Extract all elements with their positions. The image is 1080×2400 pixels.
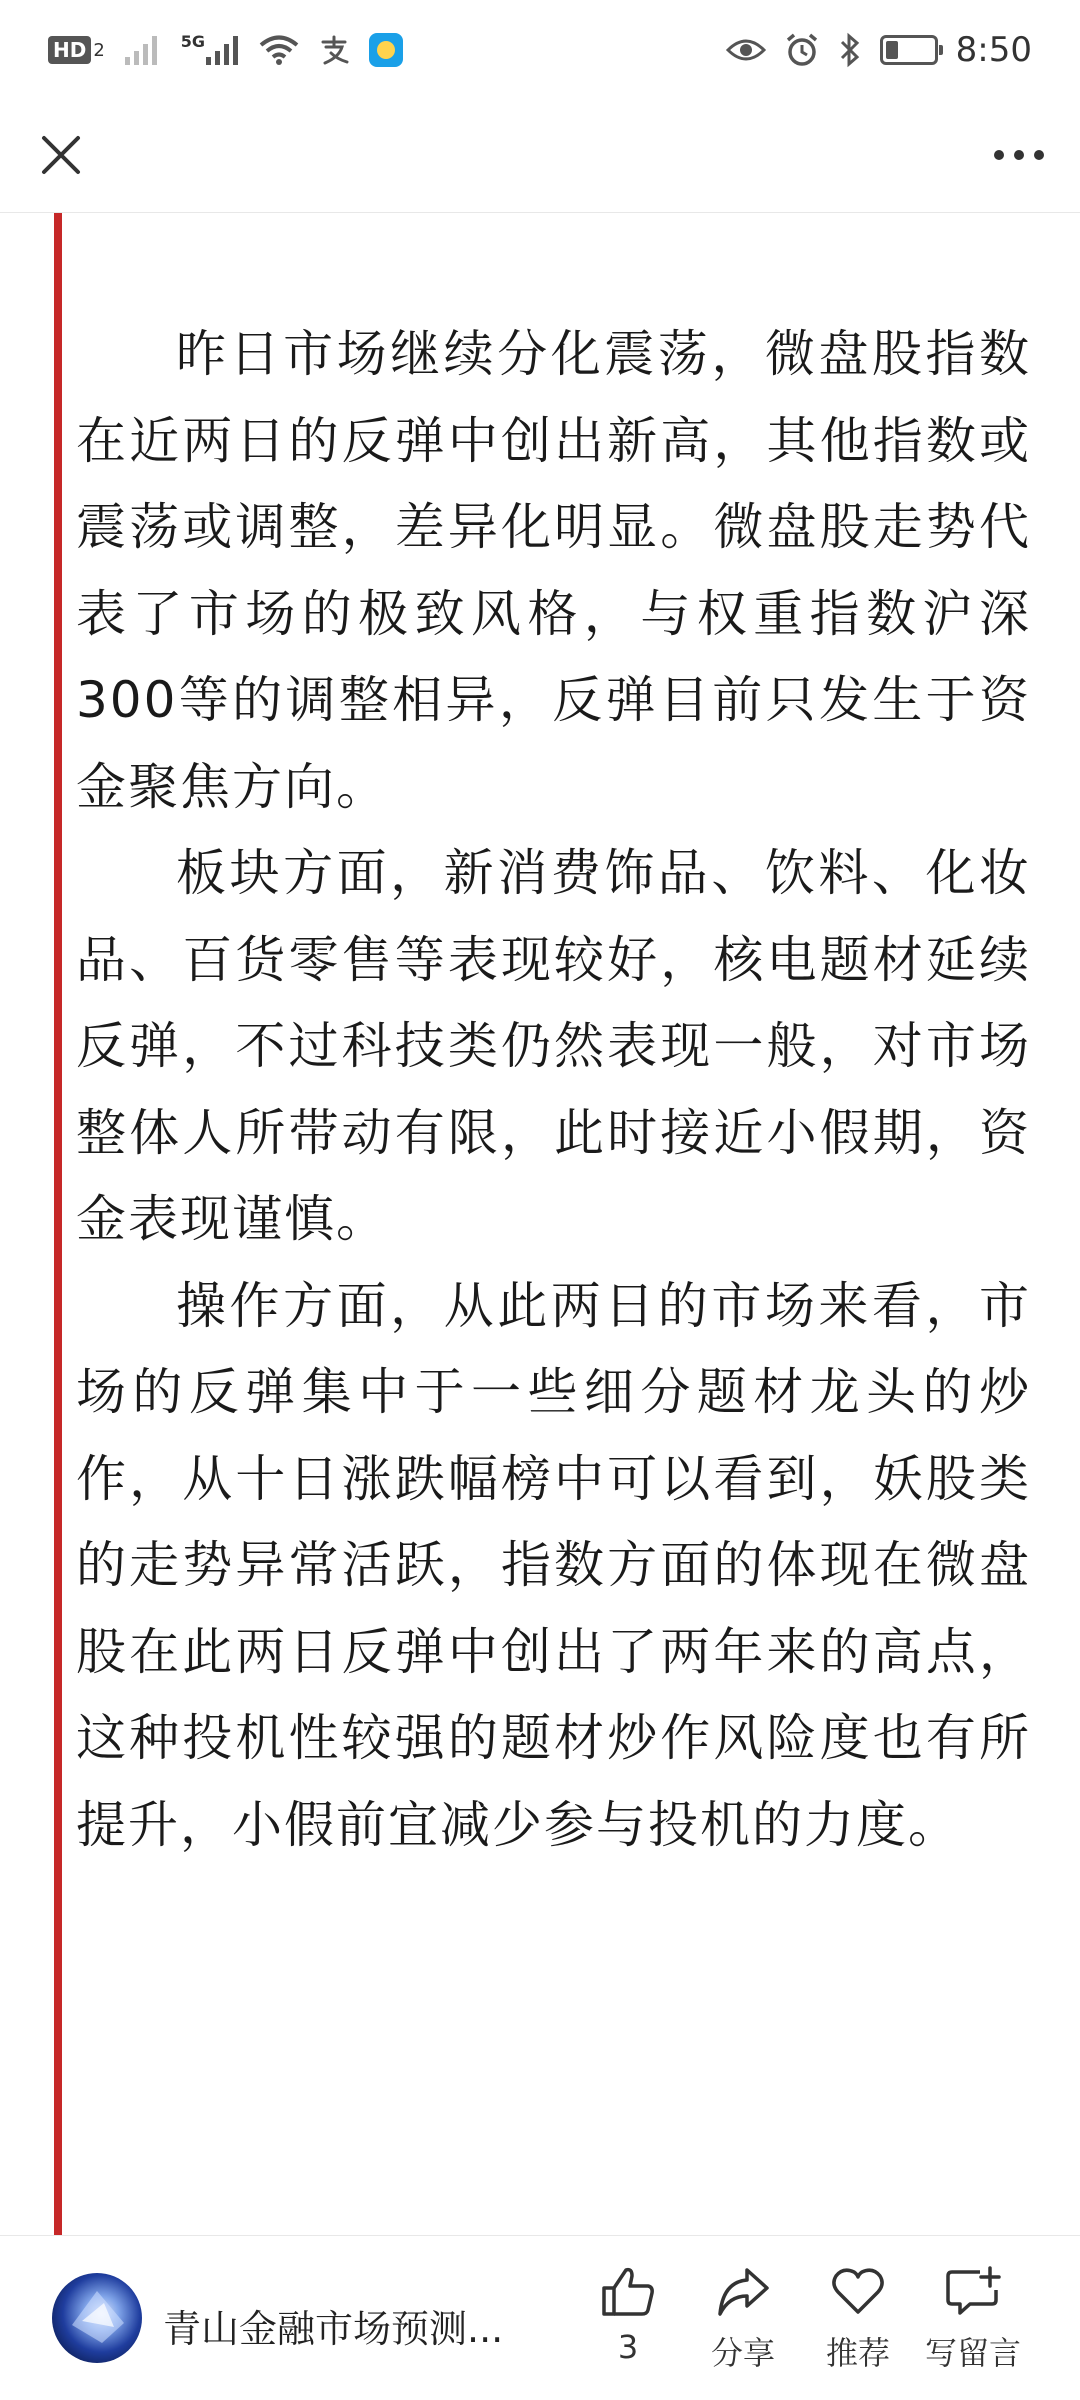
more-button[interactable] <box>984 120 1054 190</box>
alipay-icon <box>317 30 351 70</box>
account-name[interactable]: 青山金融市场预测... <box>163 2307 504 2351</box>
network-label: 5G <box>180 32 206 51</box>
wifi-icon <box>259 30 299 70</box>
share-label: 分享 <box>710 2334 775 2372</box>
comment-button[interactable] <box>913 2266 1033 2374</box>
account-avatar[interactable] <box>52 2273 142 2363</box>
paragraph-strategy: 操作方面，从此两日的市场来看，市场的反弹集中于一些细分题材龙头的炒作，从十日涨跌幅榜中可以看到，妖股类的走势异常活跃，指数方面的体现在微盘股在此两日反弹中创出了两年来的高点，这种投机性较强的题材炒作风险度也有所提升，小假前宜减少参与投机的力度。 <box>76 1276 1031 1854</box>
like-count: 3 <box>617 2328 639 2366</box>
share-button[interactable] <box>683 2266 803 2374</box>
heart-icon <box>830 2266 886 2318</box>
sim-index: 2 <box>93 39 105 61</box>
close-button[interactable] <box>26 120 96 190</box>
like-button[interactable] <box>568 2266 688 2366</box>
recommend-label: 推荐 <box>825 2334 890 2372</box>
paragraph-market-overview: 昨日市场继续分化震荡，微盘股指数在近两日的反弹中创出新高，其他指数或震荡或调整，差异化明显。微盘股走势代表了市场的极致风格，与权重指数沪深300等的调整相异，反弹目前只发生于资金聚焦方向。 <box>76 325 1031 816</box>
paragraph-sectors: 板块方面，新消费饰品、饮料、化妆品、百货零售等表现较好，核电题材延续反弹，不过科技类仍然表现一般，对市场整体人所带动有限，此时接近小假期，资金表现谨慎。 <box>76 844 1031 1248</box>
article-content <box>0 213 1080 2235</box>
signal-icon <box>123 30 163 70</box>
bottom-action-bar <box>0 2235 1080 2400</box>
share-icon <box>715 2266 771 2318</box>
recommend-button[interactable] <box>798 2266 918 2374</box>
battery-icon <box>880 35 938 65</box>
app-notification-icon <box>369 33 403 67</box>
article-body <box>76 311 1031 1868</box>
status-right <box>726 30 1032 70</box>
more-icon <box>993 149 1045 161</box>
5g-signal-icon <box>181 30 241 70</box>
clock: 8:50 <box>955 30 1032 70</box>
add-comment-icon <box>944 2266 1002 2318</box>
nav-bar <box>0 100 1080 213</box>
status-left <box>48 30 403 70</box>
status-bar <box>0 0 1080 100</box>
comment-label: 写留言 <box>924 2334 1021 2372</box>
alarm-icon <box>784 30 820 70</box>
hd-label: HD <box>48 36 91 64</box>
thumbs-up-icon <box>600 2266 656 2318</box>
eye-icon <box>726 30 766 70</box>
quote-accent-bar <box>54 213 62 2235</box>
bluetooth-icon <box>838 30 862 70</box>
close-icon <box>41 135 81 175</box>
hd-icon <box>48 30 105 70</box>
